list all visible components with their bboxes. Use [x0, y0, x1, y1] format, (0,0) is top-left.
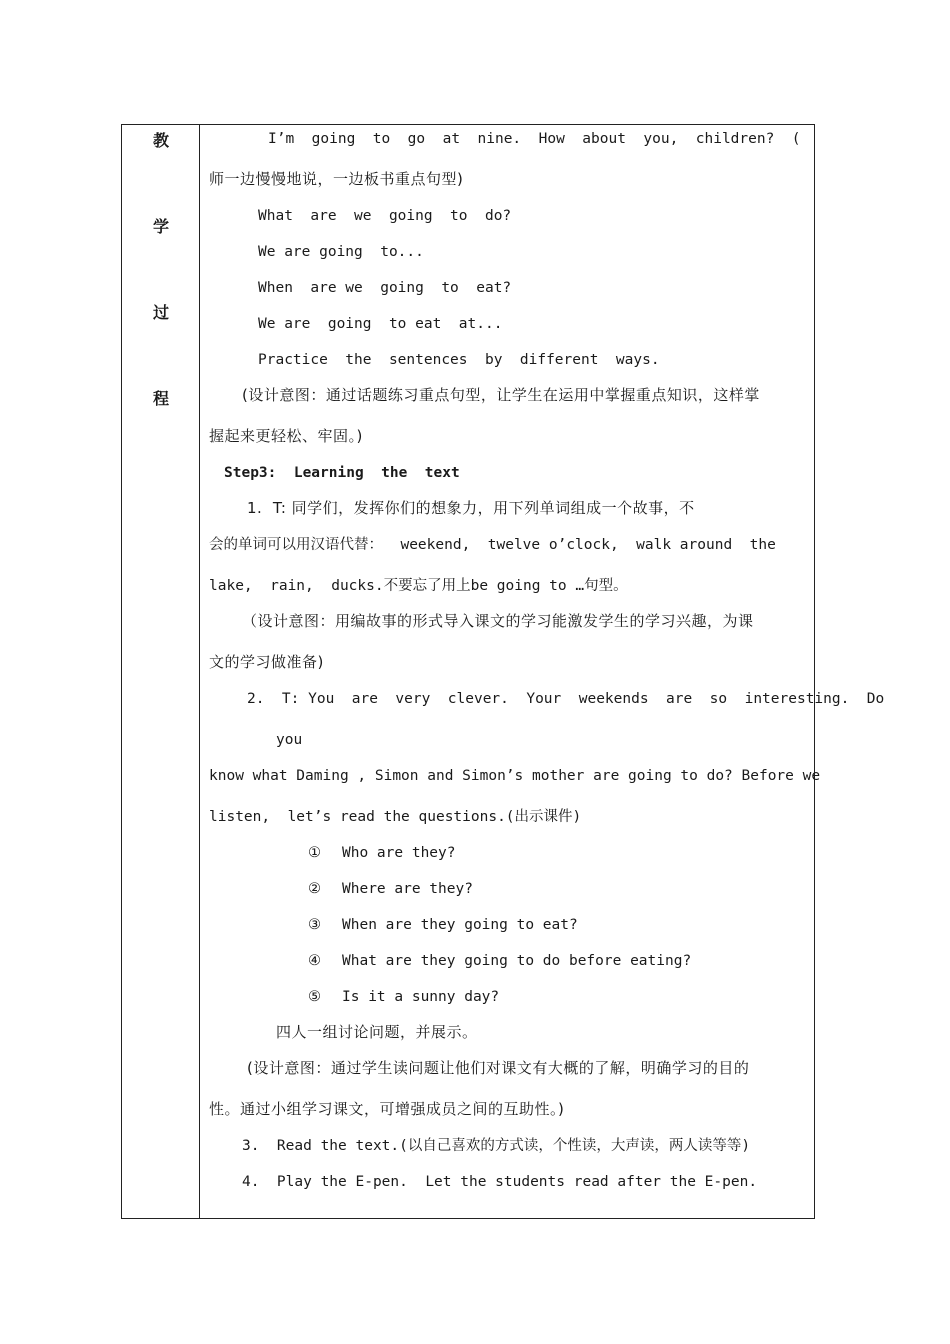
question-text: What are they going to do before eating?	[342, 953, 692, 969]
step-heading: Step3: Learning the text	[224, 465, 460, 481]
design-intent: 文的学习做准备)	[209, 653, 324, 671]
question-item	[308, 951, 691, 971]
text-line: 师一边慢慢地说，一边板书重点句型)	[209, 170, 464, 188]
design-intent: (设计意图：通过话题练习重点句型，让学生在运用中掌握重点知识，这样掌	[242, 386, 760, 404]
question-text: Is it a sunny day?	[342, 989, 500, 1005]
text-line: you	[276, 732, 303, 748]
text-line: I’m going to go at nine. How about you, children? (	[268, 131, 801, 147]
question-number: ①	[308, 845, 321, 861]
text-line: 4. Play the E-pen. Let the students read after the E-pen.	[242, 1174, 758, 1190]
question-number: ②	[308, 881, 321, 897]
question-number: ⑤	[308, 989, 321, 1005]
sentence-pattern: We are going to...	[258, 244, 424, 260]
question-number: ④	[308, 953, 321, 969]
text-line: listen, let’s read the questions.(出示课件)	[209, 809, 582, 825]
question-text: When are they going to eat?	[342, 917, 578, 933]
sentence-pattern: We are going to eat at...	[258, 316, 503, 332]
question-item	[308, 879, 473, 899]
column-divider	[199, 124, 200, 1219]
question-number: ③	[308, 917, 321, 933]
question-text: Where are they?	[342, 881, 473, 897]
sentence-pattern: What are we going to do?	[258, 208, 512, 224]
question-item	[308, 987, 499, 1007]
question-item	[308, 915, 578, 935]
text-line: 会的单词可以用汉语代替： weekend, twelve o’clock, walk around the	[209, 537, 776, 553]
design-intent: (设计意图：通过学生读问题让他们对课文有大概的了解，明确学习的目的	[247, 1059, 750, 1077]
text-line: Practice the sentences by different ways.	[258, 352, 660, 368]
text-line: 3. Read the text.(以自己喜欢的方式读，个性读，大声读，两人读等等)	[242, 1138, 751, 1154]
text-line: lake, rain, ducks.不要忘了用上be going to …句型。	[209, 578, 628, 594]
side-label-char: 学	[152, 217, 169, 236]
design-intent: 握起来更轻松、牢固。)	[209, 427, 363, 445]
design-intent: （设计意图：用编故事的形式导入课文的学习能激发学生的学习兴趣，为课	[242, 612, 754, 630]
question-text: Who are they?	[342, 845, 456, 861]
text-line: know what Daming , Simon and Simon’s mother are going to do? Before we	[209, 768, 821, 784]
text-line: 2. T: You are very clever. Your weekends are so interesting. Do	[247, 691, 885, 707]
side-label-char: 程	[152, 389, 169, 408]
question-item	[308, 843, 456, 863]
side-label-char: 过	[152, 303, 169, 322]
side-label-char: 教	[152, 131, 169, 150]
text-line: 1. T: 同学们，发挥你们的想象力，用下列单词组成一个故事，不	[247, 499, 695, 517]
sentence-pattern: When are we going to eat?	[258, 280, 512, 296]
design-intent: 性。通过小组学习课文，可增强成员之间的互助性。)	[209, 1100, 565, 1118]
text-line: 四人一组讨论问题，并展示。	[276, 1023, 478, 1041]
